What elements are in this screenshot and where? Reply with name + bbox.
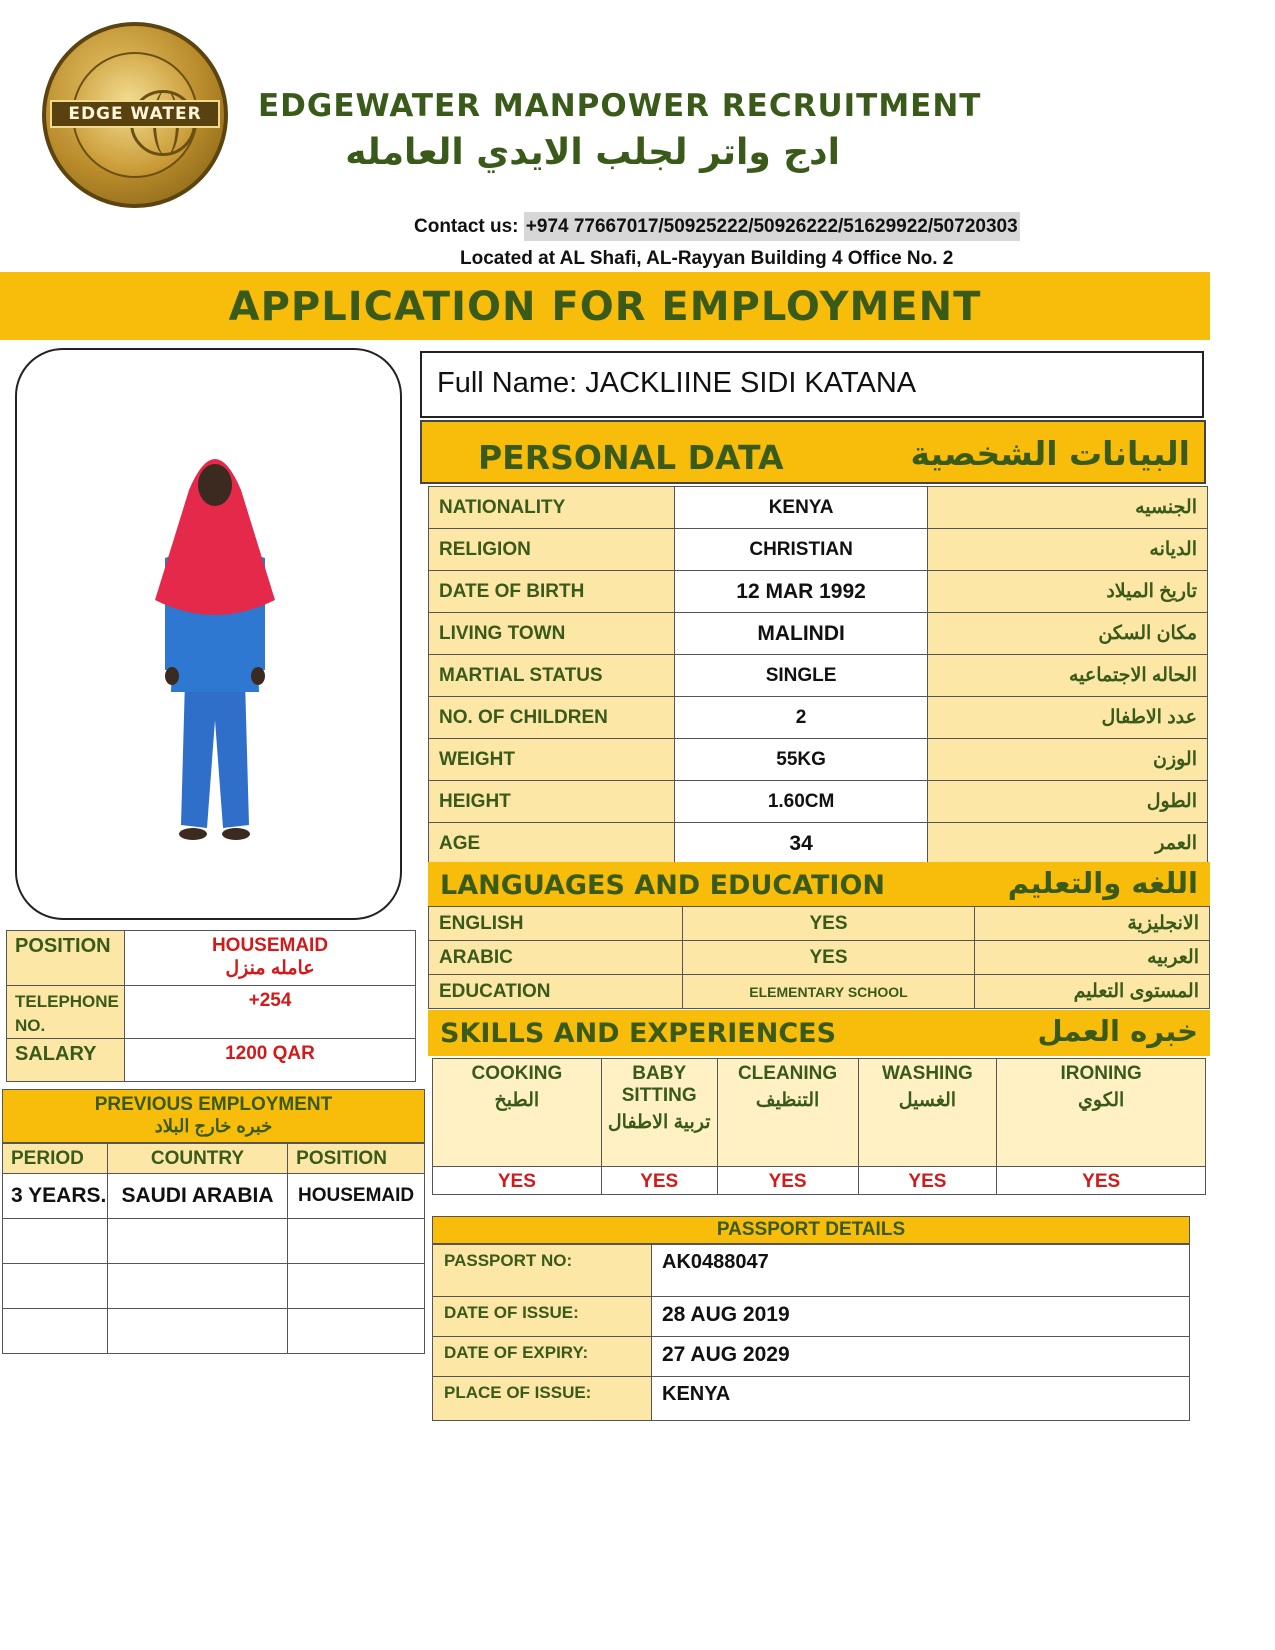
field-value: SINGLE: [674, 655, 928, 697]
table-row: [429, 613, 1208, 655]
skill-label: COOKING: [471, 1063, 563, 1084]
field-label: MARTIAL STATUS: [429, 655, 675, 697]
table-row: [7, 931, 416, 986]
field-value: KENYA: [674, 487, 928, 529]
table-row: [429, 823, 1208, 865]
column-header: PERIOD: [3, 1144, 108, 1174]
period-cell: 3 YEARS.: [3, 1174, 108, 1219]
table-row: [7, 986, 416, 1039]
company-name-arabic: ادج واتر لجلب الايدي العامله: [345, 132, 840, 173]
period-cell: [3, 1309, 108, 1354]
field-value: 27 AUG 2029: [652, 1337, 1190, 1377]
field-label-arabic: الطول: [928, 781, 1208, 823]
position-cell: HOUSEMAID: [288, 1174, 425, 1219]
skill-label-arabic: تربية الاطفال: [607, 1112, 711, 1133]
languages-table: [428, 906, 1210, 1009]
skill-cell: [433, 1059, 602, 1167]
field-label-arabic: العربيه: [975, 941, 1210, 975]
field-label: EDUCATION: [429, 975, 683, 1009]
languages-header: [428, 862, 1210, 906]
field-label-arabic: الجنسيه: [928, 487, 1208, 529]
skill-cell: [601, 1059, 717, 1167]
field-value: 12 MAR 1992: [674, 571, 928, 613]
field-value: YES: [682, 941, 975, 975]
field-label: ARABIC: [429, 941, 683, 975]
field-label-arabic: مكان السكن: [928, 613, 1208, 655]
field-label: AGE: [429, 823, 675, 865]
contact-line: [414, 216, 1020, 238]
position-label: POSITION: [7, 931, 125, 986]
salary-label: SALARY: [7, 1039, 125, 1082]
skill-label-arabic: الطبخ: [494, 1090, 540, 1111]
table-row: [433, 1297, 1190, 1337]
telephone-label: TELEPHONE NO.: [7, 986, 125, 1039]
company-name: EDGEWATER MANPOWER RECRUITMENT: [258, 88, 982, 124]
table-row: [3, 1219, 425, 1264]
table-row: [429, 975, 1210, 1009]
table-row: [433, 1059, 1206, 1167]
table-row: [3, 1309, 425, 1354]
passport-table: [432, 1244, 1190, 1421]
field-value: 34: [674, 823, 928, 865]
skills-table: [432, 1058, 1206, 1195]
passport-header: PASSPORT DETAILS: [432, 1216, 1190, 1244]
period-cell: [3, 1264, 108, 1309]
table-row: [3, 1174, 425, 1219]
personal-data-title: PERSONAL DATA: [478, 438, 784, 477]
table-header-row: [3, 1144, 425, 1174]
skill-value: YES: [601, 1167, 717, 1195]
field-label: DATE OF EXPIRY:: [433, 1337, 652, 1377]
full-name-box: [420, 351, 1204, 418]
field-label: DATE OF BIRTH: [429, 571, 675, 613]
skill-label-arabic: الكوي: [1078, 1090, 1125, 1111]
table-row: [429, 571, 1208, 613]
field-label-arabic: الديانه: [928, 529, 1208, 571]
position-info-table: [6, 930, 416, 1082]
applicant-photo: [135, 430, 295, 850]
skill-label-arabic: التنظيف: [755, 1090, 820, 1111]
table-row: [433, 1245, 1190, 1297]
position-value-en: HOUSEMAID: [211, 935, 329, 956]
field-value: CHRISTIAN: [674, 529, 928, 571]
country-cell: SAUDI ARABIA: [107, 1174, 287, 1219]
field-label: WEIGHT: [429, 739, 675, 781]
table-row: [429, 907, 1210, 941]
previous-employment-title-arabic: خبره خارج البلاد: [154, 1116, 273, 1136]
skill-label: CLEANING: [737, 1063, 838, 1084]
field-label: PASSPORT NO:: [433, 1245, 652, 1297]
field-label-arabic: الانجليزية: [975, 907, 1210, 941]
telephone-value: +254: [125, 986, 416, 1039]
field-label: NATIONALITY: [429, 487, 675, 529]
skills-header: [428, 1010, 1210, 1056]
skill-value: YES: [433, 1167, 602, 1195]
country-cell: [107, 1264, 287, 1309]
field-label: PLACE OF ISSUE:: [433, 1377, 652, 1421]
table-row: [433, 1377, 1190, 1421]
field-label: ENGLISH: [429, 907, 683, 941]
skill-label: BABY SITTING: [621, 1063, 697, 1106]
table-row: [433, 1167, 1206, 1195]
skill-value: YES: [997, 1167, 1206, 1195]
company-logo: [42, 22, 228, 208]
logo-text: EDGE WATER: [50, 100, 220, 128]
skill-value: YES: [717, 1167, 858, 1195]
country-cell: [107, 1219, 287, 1264]
column-header: POSITION: [288, 1144, 425, 1174]
languages-title-arabic: اللغه والتعليم: [1007, 866, 1198, 900]
full-name: Full Name: JACKLIINE SIDI KATANA: [437, 367, 917, 399]
country-cell: [107, 1309, 287, 1354]
field-label-arabic: الوزن: [928, 739, 1208, 781]
skill-value: YES: [858, 1167, 997, 1195]
column-header: COUNTRY: [107, 1144, 287, 1174]
personal-data-title-arabic: البيانات الشخصية: [910, 434, 1190, 473]
field-value: ELEMENTARY SCHOOL: [682, 975, 975, 1009]
languages-title: LANGUAGES AND EDUCATION: [440, 870, 886, 901]
field-label: RELIGION: [429, 529, 675, 571]
applicant-photo-frame: [15, 348, 402, 920]
personal-data-header: [420, 420, 1206, 484]
contact-label: Contact us:: [414, 216, 519, 237]
contact-phones: +974 77667017/50925222/50926222/51629922/50720303: [524, 212, 1020, 241]
field-label: LIVING TOWN: [429, 613, 675, 655]
table-row: [429, 487, 1208, 529]
field-value: YES: [682, 907, 975, 941]
field-value: 28 AUG 2019: [652, 1297, 1190, 1337]
position-cell: [288, 1219, 425, 1264]
position-value-arabic: عامله منزل: [225, 958, 315, 979]
position-cell: [288, 1264, 425, 1309]
field-value: KENYA: [652, 1377, 1190, 1421]
table-row: [429, 655, 1208, 697]
skills-title: SKILLS AND EXPERIENCES: [440, 1018, 837, 1049]
field-value: 2: [674, 697, 928, 739]
page-title: APPLICATION FOR EMPLOYMENT: [228, 284, 982, 330]
field-label-arabic: عدد الاطفال: [928, 697, 1208, 739]
field-label: NO. OF CHILDREN: [429, 697, 675, 739]
previous-employment-title: PREVIOUS EMPLOYMENT: [94, 1094, 333, 1115]
table-row: [3, 1264, 425, 1309]
period-cell: [3, 1219, 108, 1264]
skill-cell: [717, 1059, 858, 1167]
title-banner: [0, 272, 1210, 340]
skills-title-arabic: خبره العمل: [1037, 1014, 1198, 1048]
table-row: [429, 529, 1208, 571]
position-value: [125, 931, 416, 986]
table-row: [7, 1039, 416, 1082]
field-label: HEIGHT: [429, 781, 675, 823]
table-row: [429, 941, 1210, 975]
previous-employment-header: [2, 1089, 425, 1143]
field-label-arabic: المستوى التعليم: [975, 975, 1210, 1009]
field-value: 1.60CM: [674, 781, 928, 823]
field-label-arabic: العمر: [928, 823, 1208, 865]
table-row: [433, 1337, 1190, 1377]
skill-label: IRONING: [1060, 1063, 1142, 1084]
personal-data-table: [428, 486, 1208, 865]
table-row: [429, 739, 1208, 781]
field-value: MALINDI: [674, 613, 928, 655]
table-row: [429, 781, 1208, 823]
skill-cell: [997, 1059, 1206, 1167]
field-label-arabic: تاريخ الميلاد: [928, 571, 1208, 613]
table-row: [429, 697, 1208, 739]
field-value: AK0488047: [652, 1245, 1190, 1297]
skill-label-arabic: الغسيل: [898, 1090, 957, 1111]
field-value: 55KG: [674, 739, 928, 781]
position-cell: [288, 1309, 425, 1354]
skill-label: WASHING: [882, 1063, 973, 1084]
previous-employment-table: [2, 1143, 425, 1354]
location-line: Located at AL Shafi, AL-Rayyan Building 4 Office No. 2: [460, 248, 954, 269]
salary-value: 1200 QAR: [125, 1039, 416, 1082]
skill-cell: [858, 1059, 997, 1167]
field-label: DATE OF ISSUE:: [433, 1297, 652, 1337]
field-label-arabic: الحاله الاجتماعيه: [928, 655, 1208, 697]
